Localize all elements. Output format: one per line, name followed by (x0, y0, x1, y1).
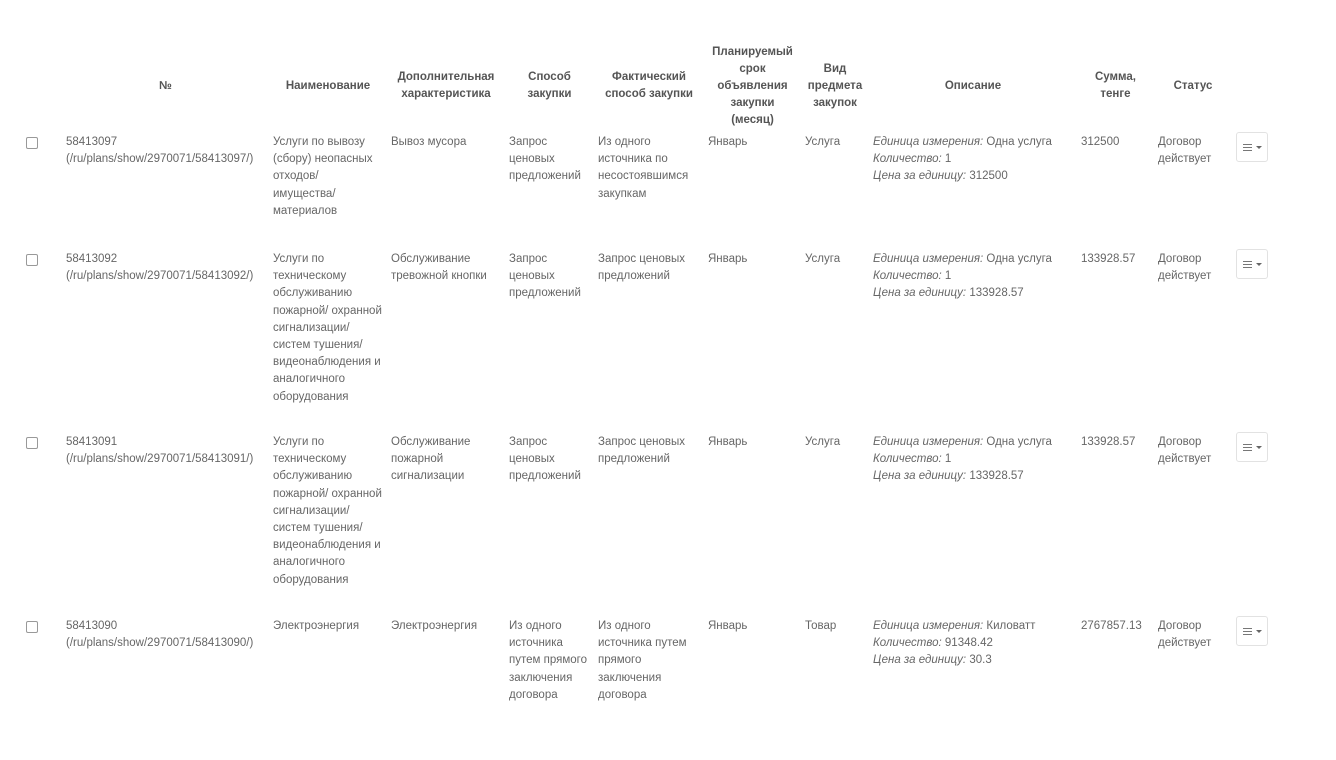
unit-value: Одна услуга (986, 136, 1052, 148)
row-id: 58413092 (66, 253, 118, 265)
row-actual-method: Из одного источника путем прямого заключения договора (598, 620, 687, 701)
row-sum: 133928.57 (1081, 436, 1136, 448)
row-type: Услуга (805, 253, 841, 265)
qty-value: 1 (944, 270, 952, 283)
row-status: Договор действует (1158, 253, 1212, 283)
row-link[interactable]: (/ru/plans/show/2970071/58413092/) (66, 270, 254, 283)
unit-value: Одна услуга (986, 436, 1052, 448)
row-status: Договор действует (1158, 436, 1212, 466)
row-method: Из одного источника путем прямого заключения договора (509, 620, 587, 701)
row-sum: 133928.57 (1081, 253, 1136, 265)
row-extra: Электроэнергия (391, 620, 478, 632)
caret-down-icon (1256, 146, 1262, 149)
price-value: 133928.57 (969, 287, 1024, 300)
row-description (869, 618, 1077, 738)
procurement-plan-table (20, 38, 1275, 738)
header-extra: Дополнительная характеристика (397, 71, 495, 100)
row-name: Услуги по техническому обслуживанию пожарной/ охранной сигнализации/ систем тушения/ видеонаблюдения и аналогичного оборудования (273, 436, 382, 586)
unit-label: Единица измерения: (873, 136, 984, 148)
table-row (20, 251, 1275, 434)
row-id: 58413090 (66, 620, 118, 632)
table-row (20, 434, 1275, 618)
row-name: Услуги по техническому обслуживанию пожарной/ охранной сигнализации/ систем тушения/ видеонаблюдения и аналогичного оборудования (273, 253, 382, 403)
row-description (869, 434, 1077, 618)
row-id: 58413097 (66, 136, 118, 148)
menu-icon (1243, 144, 1252, 151)
row-actions-button[interactable] (1236, 249, 1268, 279)
price-value: 30.3 (969, 654, 992, 667)
row-checkbox[interactable] (26, 621, 38, 633)
row-description (869, 134, 1077, 251)
row-checkbox[interactable] (26, 437, 38, 449)
menu-icon (1243, 628, 1252, 635)
header-number: № (159, 79, 172, 92)
qty-label: Количество: (873, 453, 942, 466)
qty-label: Количество: (873, 270, 942, 283)
row-id: 58413091 (66, 436, 118, 448)
row-method: Запрос ценовых предложений (509, 136, 581, 183)
unit-label: Единица измерения: (873, 253, 984, 265)
procurement-plan-table-container (20, 38, 1275, 738)
row-actions-button[interactable] (1236, 616, 1268, 646)
row-extra: Обслуживание пожарной сигнализации (391, 436, 471, 483)
table-header-row (20, 38, 1275, 134)
qty-value: 91348.42 (944, 637, 993, 650)
header-method: Способ закупки (527, 71, 572, 100)
menu-icon (1243, 261, 1252, 268)
row-sum: 2767857.13 (1081, 620, 1142, 632)
unit-value: Одна услуга (986, 253, 1052, 265)
row-link[interactable]: (/ru/plans/show/2970071/58413091/) (66, 453, 254, 466)
row-actual-method: Запрос ценовых предложений (598, 436, 686, 466)
caret-down-icon (1256, 263, 1262, 266)
row-checkbox[interactable] (26, 254, 38, 266)
qty-label: Количество: (873, 637, 942, 650)
header-planned-month: Планируемый срок объявления закупки (месяц) (712, 45, 793, 126)
row-status: Договор действует (1158, 620, 1212, 650)
row-method: Запрос ценовых предложений (509, 253, 581, 300)
row-actual-method: Запрос ценовых предложений (598, 253, 686, 283)
row-checkbox[interactable] (26, 137, 38, 149)
row-status: Договор действует (1158, 136, 1212, 166)
row-sum: 312500 (1081, 136, 1120, 148)
price-label: Цена за единицу: (873, 287, 967, 300)
row-planned-month: Январь (708, 136, 748, 148)
qty-value: 1 (944, 453, 952, 466)
qty-label: Количество: (873, 153, 942, 166)
row-extra: Обслуживание тревожной кнопки (391, 253, 487, 283)
row-actions-button[interactable] (1236, 132, 1268, 162)
header-actions (1232, 38, 1275, 134)
price-label: Цена за единицу: (873, 654, 967, 667)
price-label: Цена за единицу: (873, 170, 967, 183)
menu-icon (1243, 444, 1252, 451)
header-status: Статус (1173, 79, 1213, 92)
header-actual-method: Фактический способ закупки (605, 71, 693, 100)
unit-label: Единица измерения: (873, 436, 984, 448)
row-type: Услуга (805, 436, 841, 448)
qty-value: 1 (944, 153, 952, 166)
row-name: Услуги по вывозу (сбору) неопасных отходов/ имущества/ материалов (273, 136, 373, 217)
caret-down-icon (1256, 630, 1262, 633)
header-description: Описание (944, 79, 1002, 92)
header-type: Вид предмета закупок (807, 62, 863, 109)
price-value: 133928.57 (969, 470, 1024, 483)
header-name: Наименование (285, 79, 371, 92)
row-type: Услуга (805, 136, 841, 148)
row-link[interactable]: (/ru/plans/show/2970071/58413097/) (66, 153, 254, 166)
row-planned-month: Январь (708, 620, 748, 632)
row-extra: Вывоз мусора (391, 136, 467, 148)
header-select (20, 38, 62, 134)
row-actual-method: Из одного источника по несостоявшимся закупкам (598, 136, 689, 200)
table-row (20, 618, 1275, 738)
row-actions-button[interactable] (1236, 432, 1268, 462)
caret-down-icon (1256, 446, 1262, 449)
row-planned-month: Январь (708, 436, 748, 448)
table-row (20, 134, 1275, 251)
row-method: Запрос ценовых предложений (509, 436, 581, 483)
unit-value: Киловатт (986, 620, 1036, 632)
row-name: Электроэнергия (273, 620, 360, 632)
unit-label: Единица измерения: (873, 620, 984, 632)
row-planned-month: Январь (708, 253, 748, 265)
row-description (869, 251, 1077, 434)
row-link[interactable]: (/ru/plans/show/2970071/58413090/) (66, 637, 254, 650)
header-sum: Сумма, тенге (1094, 71, 1136, 100)
price-label: Цена за единицу: (873, 470, 967, 483)
price-value: 312500 (969, 170, 1008, 183)
row-type: Товар (805, 620, 837, 632)
